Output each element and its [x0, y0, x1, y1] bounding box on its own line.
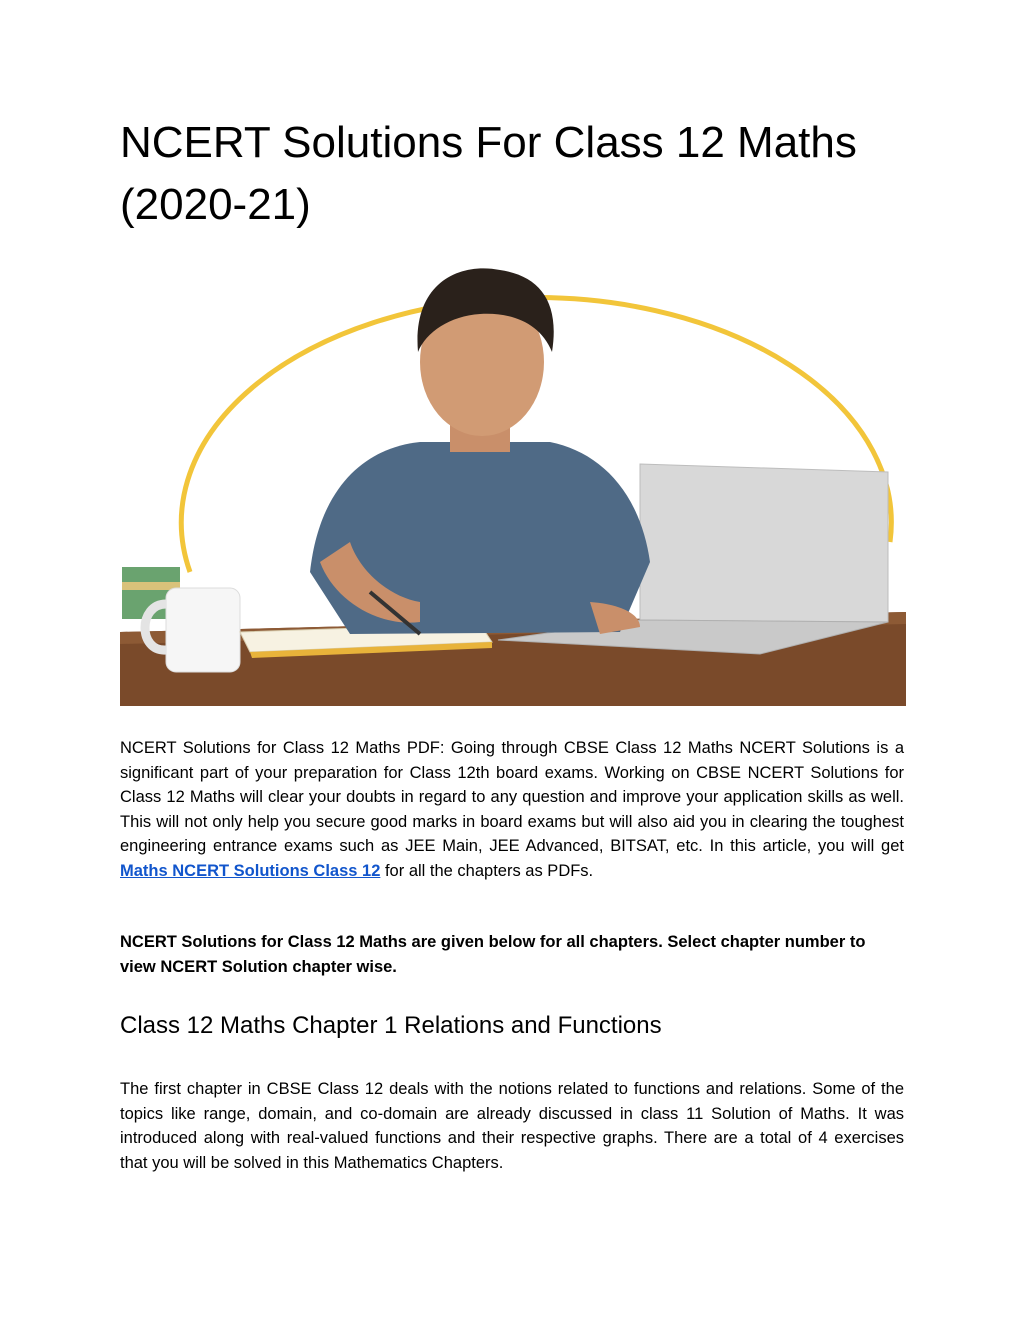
student-studying-illustration-icon [120, 242, 906, 706]
laptop [640, 464, 888, 622]
chapter-callout: NCERT Solutions for Class 12 Maths are given below for all chapters. Select chapter number to view NCERT Solution chapter wise. [120, 933, 866, 976]
coffee-mug [166, 588, 240, 672]
page-title: NCERT Solutions For Class 12 Maths (2020-21) [120, 118, 857, 229]
intro-paragraph: NCERT Solutions for Class 12 Maths PDF: Going through CBSE Class 12 Maths NCERT Solutions is a significant part of your preparation for Class 12th board exams. Working on CBSE NCERT Solutions for Class 12 Maths will clear your doubts in regard to any question and improve your application skills as well. This will not only help you secure good marks in board exams but will also aid you in clearing the toughest engineering entrance exams such as JEE Main, JEE Advanced, BITSAT, etc. In this article, you will get Maths NCERT Solutions Class 12 for all the chapters as PDFs. [120, 739, 904, 880]
hero-image [120, 242, 906, 706]
maths-ncert-solutions-link[interactable]: Maths NCERT Solutions Class 12 [120, 861, 381, 880]
chapter-1-description: The first chapter in CBSE Class 12 deals with the notions related to functions and relations. Some of the topics like range, domain, and co-domain are already discussed in class 11 Solution of Maths. It was introduced along with real-valued functions and their respective graphs. There are a total of 4 exercises that you will be solved in this Mathematics Chapters. [120, 1080, 904, 1172]
chapter-1-heading: Class 12 Maths Chapter 1 Relations and Functions [120, 1012, 662, 1039]
